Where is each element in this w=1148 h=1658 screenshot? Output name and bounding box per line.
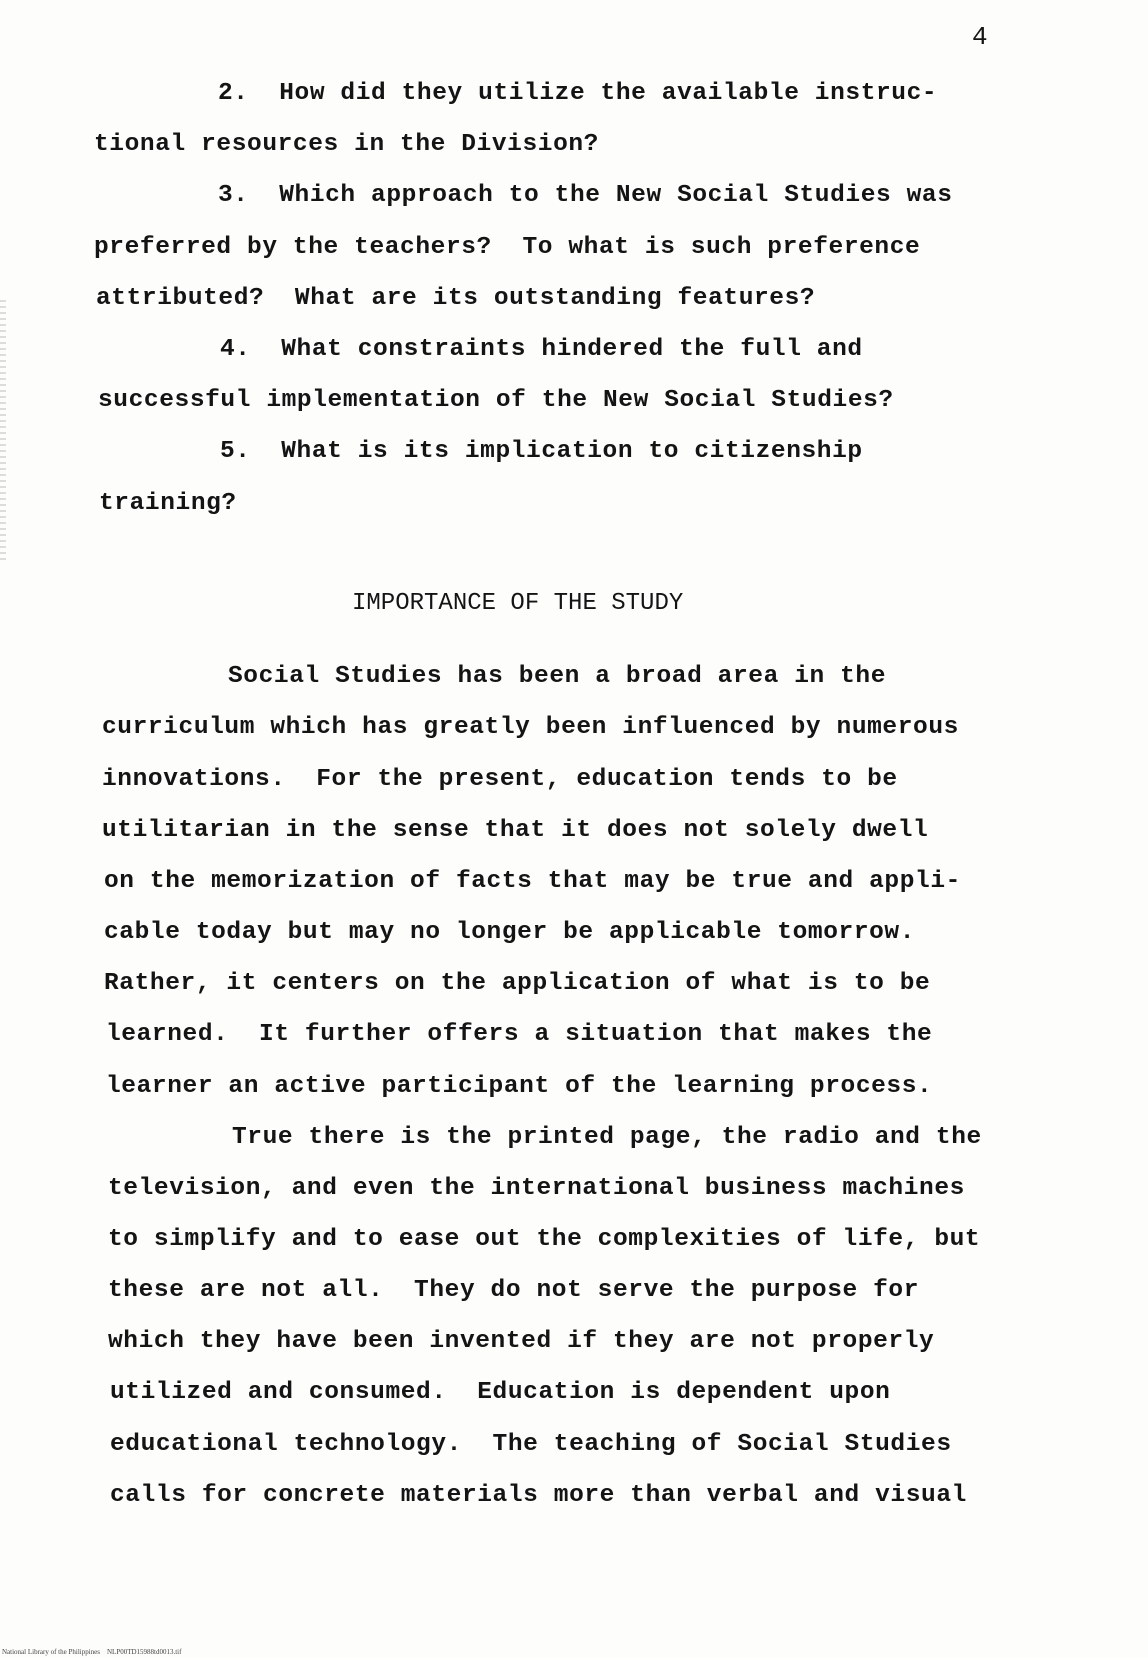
paragraph-1-line-2: curriculum which has greatly been influenced by numerous — [102, 714, 959, 741]
paragraph-1-line-6: cable today but may no longer be applicable tomorrow. — [104, 919, 916, 946]
question-2-line-1: 2. How did they utilize the available instruc- — [218, 80, 938, 107]
paragraph-1-line-4: utilitarian in the sense that it does not solely dwell — [102, 817, 929, 844]
question-3-line-3: attributed? What are its outstanding features? — [96, 285, 816, 312]
paragraph-1-line-1: Social Studies has been a broad area in the — [228, 663, 887, 690]
paragraph-1-line-3: innovations. For the present, education tends to be — [102, 766, 898, 793]
scan-edge-mark — [0, 300, 6, 560]
page-number: 4 — [972, 22, 988, 52]
question-3-line-1: 3. Which approach to the New Social Studies was — [218, 182, 953, 209]
paragraph-2-line-8: calls for concrete materials more than verbal and visual — [110, 1482, 967, 1509]
question-4-line-2: successful implementation of the New Social Studies? — [98, 387, 894, 414]
question-2-line-2: tional resources in the Division? — [94, 131, 599, 158]
paragraph-1-line-7: Rather, it centers on the application of what is to be — [104, 970, 931, 997]
paragraph-1-line-9: learner an active participant of the learning process. — [106, 1073, 933, 1100]
footer-filename: NLP00TD15988td0013.tif — [106, 1648, 182, 1656]
paragraph-2-line-7: educational technology. The teaching of Social Studies — [110, 1431, 952, 1458]
section-heading: IMPORTANCE OF THE STUDY — [352, 590, 684, 617]
scan-footer — [2, 1648, 181, 1656]
question-5-line-2: training? — [99, 490, 237, 517]
question-5-line-1: 5. What is its implication to citizenship — [220, 438, 863, 465]
paragraph-1-line-5: on the memorization of facts that may be true and appli- — [104, 868, 961, 895]
footer-library: National Library of the Philippines — [2, 1648, 100, 1656]
question-4-line-1: 4. What constraints hindered the full and — [220, 336, 863, 363]
paragraph-2-line-3: to simplify and to ease out the complexities of life, but — [108, 1226, 981, 1253]
paragraph-1-line-8: learned. It further offers a situation that makes the — [106, 1021, 933, 1048]
paragraph-2-line-4: these are not all. They do not serve the purpose for — [108, 1277, 920, 1304]
question-3-line-2: preferred by the teachers? To what is such preference — [94, 234, 921, 261]
paragraph-2-line-2: television, and even the international business machines — [108, 1175, 965, 1202]
paragraph-2-line-6: utilized and consumed. Education is dependent upon — [110, 1379, 891, 1406]
paragraph-2-line-1: True there is the printed page, the radio and the — [232, 1124, 982, 1151]
paragraph-2-line-5: which they have been invented if they are not properly — [108, 1328, 935, 1355]
